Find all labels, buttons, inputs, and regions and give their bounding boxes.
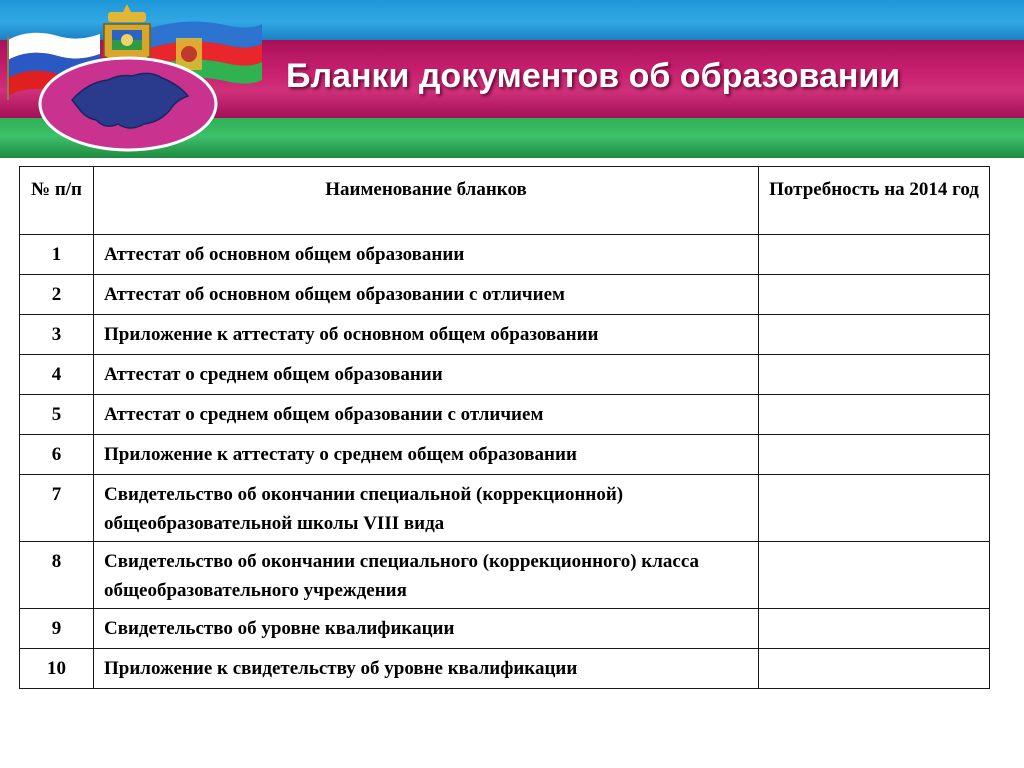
table-row	[20, 435, 990, 475]
documents-table	[19, 166, 990, 689]
row-name: Свидетельство об окончании специального (коррекционного) класса общеобразовательного учреждения	[94, 542, 759, 609]
row-number: 9	[20, 609, 94, 649]
row-name: Приложение к аттестату о среднем общем образовании	[94, 435, 759, 475]
row-number: 3	[20, 315, 94, 355]
row-need-cell[interactable]	[759, 435, 990, 475]
table-header-row	[20, 167, 990, 235]
row-name: Аттестат о среднем общем образовании	[94, 355, 759, 395]
header-banner	[0, 0, 1024, 158]
table-row	[20, 395, 990, 435]
row-name: Аттестат об основном общем образовании с отличием	[94, 275, 759, 315]
row-name: Аттестат об основном общем образовании	[94, 235, 759, 275]
table-row	[20, 609, 990, 649]
row-need-cell[interactable]	[759, 649, 990, 689]
table-row	[20, 475, 990, 542]
column-header-number: № п/п	[20, 167, 94, 235]
row-need-cell[interactable]	[759, 235, 990, 275]
row-need-cell[interactable]	[759, 275, 990, 315]
row-need-cell[interactable]	[759, 475, 990, 542]
row-number: 6	[20, 435, 94, 475]
row-name: Свидетельство об уровне квалификации	[94, 609, 759, 649]
row-name: Приложение к аттестату об основном общем образовании	[94, 315, 759, 355]
row-number: 1	[20, 235, 94, 275]
row-need-cell[interactable]	[759, 355, 990, 395]
table-row	[20, 275, 990, 315]
row-number: 2	[20, 275, 94, 315]
row-number: 7	[20, 475, 94, 542]
row-need-cell[interactable]	[759, 609, 990, 649]
table-row	[20, 235, 990, 275]
regional-emblem-icon	[0, 0, 290, 158]
table-row	[20, 542, 990, 609]
column-header-need: Потребность на 2014 год	[759, 167, 990, 235]
row-name: Свидетельство об окончании специальной (коррекционной) общеобразовательной школы VIII вида	[94, 475, 759, 542]
page-title: Бланки документов об образовании	[286, 57, 901, 95]
table-row	[20, 649, 990, 689]
row-number: 4	[20, 355, 94, 395]
row-need-cell[interactable]	[759, 395, 990, 435]
column-header-name: Наименование бланков	[94, 167, 759, 235]
map-oval-icon	[40, 58, 216, 150]
row-name: Приложение к свидетельству об уровне квалификации	[94, 649, 759, 689]
coat-of-arms-icon	[104, 4, 150, 64]
row-need-cell[interactable]	[759, 315, 990, 355]
row-number: 5	[20, 395, 94, 435]
table-row	[20, 315, 990, 355]
row-name: Аттестат о среднем общем образовании с отличием	[94, 395, 759, 435]
row-need-cell[interactable]	[759, 542, 990, 609]
row-number: 8	[20, 542, 94, 609]
table-row	[20, 355, 990, 395]
row-number: 10	[20, 649, 94, 689]
